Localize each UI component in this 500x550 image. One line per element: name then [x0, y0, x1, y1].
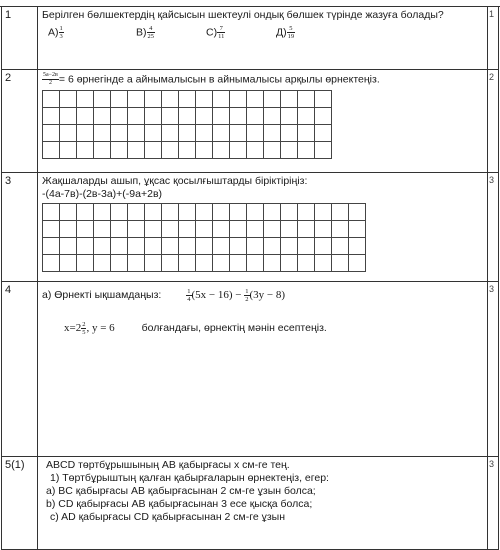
- option-c: С) $\frac{7}{11}$: [206, 25, 225, 40]
- task-line: ABCD төртбұрышының AB қабырғасы x см-ге тең.: [46, 459, 290, 471]
- score-cell: 2: [488, 70, 499, 173]
- answer-options: [42, 25, 483, 40]
- task-content: [38, 282, 488, 457]
- option-a: А) $\frac{1}{3}$: [48, 25, 63, 40]
- answer-grid: [42, 90, 332, 159]
- task-number: 2: [2, 70, 38, 173]
- task-row-2: [2, 70, 499, 173]
- worksheet-table: [1, 6, 499, 550]
- task-row-1: [2, 7, 499, 70]
- option-d: Д) $\frac{5}{19}$: [276, 25, 295, 40]
- answer-grid: [42, 203, 366, 272]
- task-condition: x=2 $\frac{2}{5}$ , y = 6 болғандағы, өрнектің мәнін есептеңіз.: [64, 321, 327, 336]
- score-cell: 3: [488, 457, 499, 550]
- task-number: 1: [2, 7, 38, 70]
- task-expression: -(4а-7в)-(2в-3а)+(-9а+2в): [42, 188, 163, 200]
- task-line: b) CD қабырғасы AB қабырғасынан 3 есе қысқа болса;: [46, 498, 313, 510]
- task-question: $\frac{5а-2в}{2}$ = 6 өрнегінде а айнымалысын в айнымалысы арқылы өрнектеңіз.: [43, 72, 380, 86]
- task-row-4: [2, 282, 499, 457]
- task-number: 5(1): [2, 457, 38, 550]
- task-row-3: [2, 173, 499, 282]
- option-b: В) $\frac{4}{25}$: [136, 25, 154, 40]
- task-question: а) Өрнекті ықшамдаңыз: $\frac{1}{4}$ (5x − 16) − $\frac{1}{2}$ (3y − 8): [42, 288, 286, 303]
- task-line: c) AD қабырғасы CD қабырғасынан 2 см-ге ұзын: [50, 511, 286, 523]
- task-content: [38, 173, 488, 282]
- task-content: [38, 70, 488, 173]
- score-cell: 3: [488, 173, 499, 282]
- task-content: [38, 457, 488, 550]
- task-content: [38, 7, 488, 70]
- task-row-5: [2, 457, 499, 550]
- task-question: Жақшаларды ашып, ұқсас қосылғыштарды біріктіріңіз:: [42, 175, 308, 187]
- task-number: 4: [2, 282, 38, 457]
- task-number: 3: [2, 173, 38, 282]
- score-cell: 3: [488, 282, 499, 457]
- score-cell: 1: [488, 7, 499, 70]
- task-line: 1) Төртбұрыштың қалған қабырғаларын өрнектеңіз, егер:: [50, 472, 329, 484]
- task-question: Берілген бөлшектердің қайсысын шектеулі ондық бөлшек түрінде жазуға болады?: [42, 9, 444, 21]
- task-line: a) BC қабырғасы AB қабырғасынан 2 см-ге ұзын болса;: [46, 485, 316, 497]
